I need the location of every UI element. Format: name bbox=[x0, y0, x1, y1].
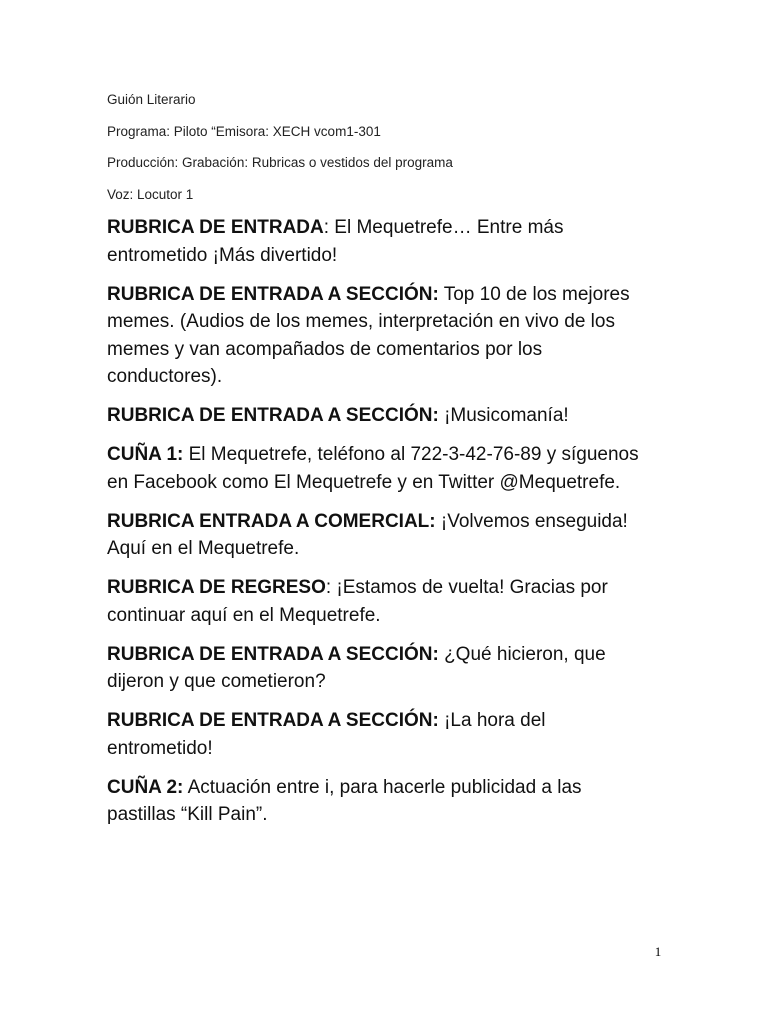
paragraph-label: CUÑA 1: bbox=[107, 444, 184, 465]
paragraph-label: RUBRICA DE ENTRADA A SECCIÓN: bbox=[107, 710, 439, 731]
script-paragraph bbox=[107, 707, 652, 762]
paragraph-text: : ¡Estamos de vuelta! Gracias por continuar aquí en el Mequetrefe. bbox=[107, 577, 608, 626]
script-paragraph bbox=[107, 641, 652, 696]
voice-line: Voz: Locutor 1 bbox=[107, 186, 194, 202]
doc-title: Guión Literario bbox=[107, 92, 196, 107]
script-paragraph bbox=[107, 402, 652, 430]
script-body bbox=[107, 214, 652, 840]
paragraph-text: ¿Qué hicieron, que dijeron y que cometieron? bbox=[107, 643, 606, 692]
script-paragraph bbox=[107, 574, 652, 629]
script-paragraph bbox=[107, 214, 652, 269]
script-paragraph bbox=[107, 774, 652, 829]
paragraph-label: RUBRICA DE ENTRADA A SECCIÓN: bbox=[107, 283, 439, 305]
paragraph-text: ¡Musicomanía! bbox=[438, 405, 569, 426]
paragraph-label: RUBRICA DE ENTRADA A SECCIÓN: bbox=[107, 405, 439, 426]
paragraph-text: ¡La hora del entrometido! bbox=[107, 710, 546, 759]
script-paragraph bbox=[107, 441, 652, 496]
page-number: 1 bbox=[654, 944, 662, 959]
script-paragraph bbox=[107, 508, 652, 563]
paragraph-label: RUBRICA ENTRADA A COMERCIAL: bbox=[107, 510, 436, 532]
paragraph-label: CUÑA 2: bbox=[107, 776, 184, 798]
paragraph-text: ¡Volvemos enseguida! Aquí en el Mequetrefe. bbox=[107, 510, 628, 559]
paragraph-text: El Mequetrefe, teléfono al 722-3-42-76-89 y síguenos en Facebook como El Mequetrefe y en Twitter @Mequetrefe. bbox=[107, 444, 639, 493]
paragraph-text: Top 10 de los mejores memes. (Audios de los memes, interpretación en vivo de los memes y van acompañados de comentarios por los conductores). bbox=[107, 283, 630, 387]
paragraph-label: RUBRICA DE REGRESO bbox=[107, 577, 326, 598]
paragraph-label: RUBRICA DE ENTRADA bbox=[107, 217, 324, 238]
script-paragraph bbox=[107, 281, 652, 391]
paragraph-text: Actuación entre i, para hacerle publicidad a las pastillas “Kill Pain”. bbox=[107, 776, 582, 825]
paragraph-text: : El Mequetrefe… Entre más entrometido ¡Más divertido! bbox=[107, 217, 564, 266]
script-header bbox=[107, 90, 667, 216]
production-line: Producción: Grabación: Rubricas o vestidos del programa bbox=[107, 155, 453, 170]
program-line: Programa: Piloto “Emisora: XECH vcom1-301 bbox=[107, 123, 381, 139]
paragraph-label: RUBRICA DE ENTRADA A SECCIÓN: bbox=[107, 643, 439, 665]
